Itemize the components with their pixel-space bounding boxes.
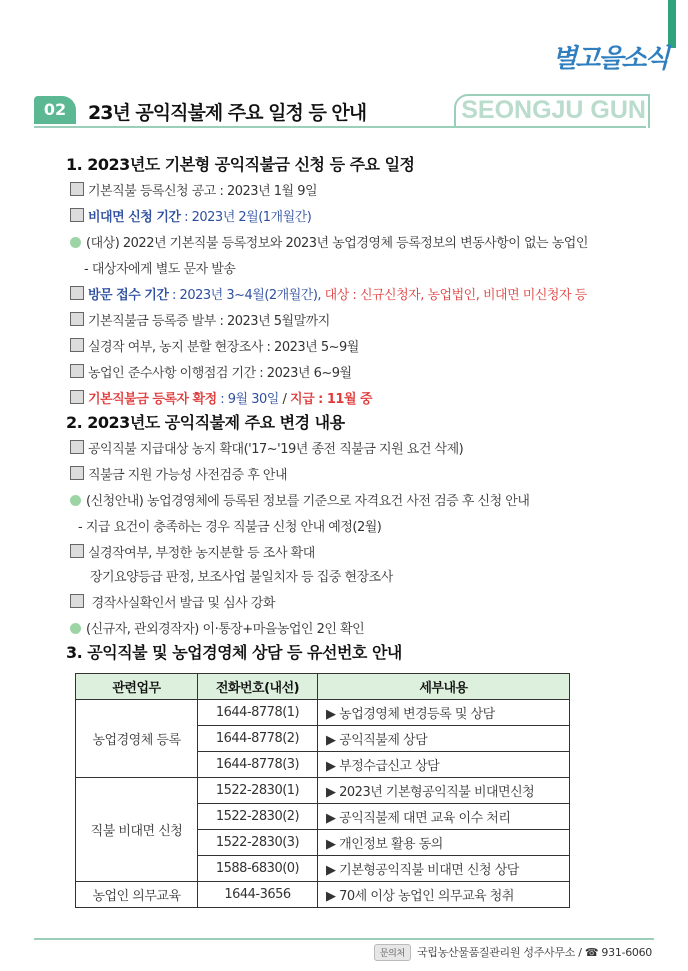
section-header (34, 94, 646, 128)
col-header-detail: 세부내용 (318, 674, 570, 700)
detail-cell: ▶ 공익직불제 대면 교육 이수 처리 (318, 804, 570, 830)
col-header-task: 관련업무 (76, 674, 198, 700)
list-item: - 지급 요건이 충족하는 경우 직불금 신청 안내 예정(2월) (78, 520, 382, 535)
detail-cell: ▶ 농업경영체 변경등록 및 상담 (318, 700, 570, 726)
list-item: 직불금 지원 가능성 사전검증 후 안내 (70, 464, 287, 483)
header-number: 02 (34, 96, 76, 124)
side-accent-bar (668, 0, 676, 48)
table-header-row (76, 674, 570, 700)
checkbox-square-icon (70, 312, 84, 326)
phone-cell: 1522-2830(3) (198, 830, 318, 856)
phone-cell: 1522-2830(2) (198, 804, 318, 830)
checkbox-square-icon (70, 594, 84, 608)
list-item: 기본직불 등록신청 공고 : 2023년 1월 9일 (70, 180, 317, 199)
list-item: (대상) 2022년 기본직불 등록정보와 2023년 농업경영체 등록정보의 변동사항이 없는 농업인 (70, 232, 588, 251)
checkbox-square-icon (70, 208, 84, 222)
task-cell: 농업인 의무교육 (76, 882, 198, 908)
col-header-phone: 전화번호(내선) (198, 674, 318, 700)
detail-cell: ▶ 개인정보 활용 동의 (318, 830, 570, 856)
table-row (76, 700, 570, 726)
bullet-circle-icon (70, 495, 81, 506)
page-title: 23년 공익직불제 주요 일정 등 안내 (88, 102, 367, 124)
phone-cell: 1644-8778(1) (198, 700, 318, 726)
section3-title: 3. 공익직불 및 농업경영체 상담 등 유선번호 안내 (66, 643, 402, 662)
list-item: 기본직불금 등록증 발부 : 2023년 5월말까지 (70, 310, 330, 329)
detail-cell: ▶ 부정수급신고 상담 (318, 752, 570, 778)
detail-cell: ▶ 70세 이상 농업인 의무교육 청취 (318, 882, 570, 908)
brand-logo: 별고을소식 (552, 44, 668, 74)
section2-title: 2. 2023년도 공익직불제 주요 변경 내용 (66, 413, 345, 432)
checkbox-square-icon (70, 364, 84, 378)
phone-cell: 1588-6830(0) (198, 856, 318, 882)
header-brand: SEONGJU GUN (461, 96, 646, 124)
checkbox-square-icon (70, 182, 84, 196)
list-item: 실경작여부, 부정한 농지분할 등 조사 확대 (70, 542, 315, 561)
list-item: 농업인 준수사항 이행점검 기간 : 2023년 6~9월 (70, 362, 352, 381)
phone-cell: 1644-3656 (198, 882, 318, 908)
bullet-circle-icon (70, 237, 81, 248)
detail-cell: ▶ 공익직불제 상담 (318, 726, 570, 752)
list-item: 공익직불 지급대상 농지 확대('17~'19년 종전 직불금 지원 요건 삭제) (70, 438, 463, 457)
bullet-circle-icon (70, 623, 81, 634)
checkbox-square-icon (70, 544, 84, 558)
list-item: 장기요양등급 판정, 보조사업 불일치자 등 집중 현장조사 (90, 570, 393, 585)
footer-contact (374, 944, 652, 961)
list-item: 비대면 신청 기간 : 2023년 2월(1개월간) (70, 206, 311, 225)
detail-cell: ▶ 2023년 기본형공익직불 비대면신청 (318, 778, 570, 804)
list-item: (신청안내) 농업경영체에 등록된 정보를 기준으로 자격요건 사전 검증 후 신청 안내 (70, 490, 529, 509)
section1-title: 1. 2023년도 기본형 공익직불금 신청 등 주요 일정 (66, 155, 415, 174)
phone-cell: 1644-8778(2) (198, 726, 318, 752)
contact-text: 국립농산물품질관리원 성주사무소 / ☎ 931-6060 (416, 946, 652, 959)
contact-tag: 문의처 (374, 944, 411, 961)
list-item: 방문 접수 기간 : 2023년 3~4월(2개월간), 대상 : 신규신청자, 농업법인, 비대면 미신청자 등 (70, 284, 587, 303)
list-item: 경작사실확인서 발급 및 심사 강화 (70, 592, 275, 611)
checkbox-square-icon (70, 390, 84, 404)
phone-cell: 1522-2830(1) (198, 778, 318, 804)
footer-rule (34, 938, 654, 940)
task-cell: 농업경영체 등록 (76, 700, 198, 778)
checkbox-square-icon (70, 338, 84, 352)
detail-cell: ▶ 기본형공익직불 비대면 신청 상담 (318, 856, 570, 882)
checkbox-square-icon (70, 466, 84, 480)
table-row (76, 778, 570, 804)
checkbox-square-icon (70, 440, 84, 454)
phone-table (75, 673, 570, 908)
task-cell: 직불 비대면 신청 (76, 778, 198, 882)
list-item: 기본직불금 등록자 확정 : 9월 30일 / 지급 : 11월 중 (70, 388, 372, 407)
table-row (76, 882, 570, 908)
phone-cell: 1644-8778(3) (198, 752, 318, 778)
list-item: 실경작 여부, 농지 분할 현장조사 : 2023년 5~9월 (70, 336, 359, 355)
checkbox-square-icon (70, 286, 84, 300)
list-item: (신규자, 관외경작자) 이·통장+마을농업인 2인 확인 (70, 618, 364, 637)
list-item: - 대상자에게 별도 문자 발송 (84, 262, 236, 277)
